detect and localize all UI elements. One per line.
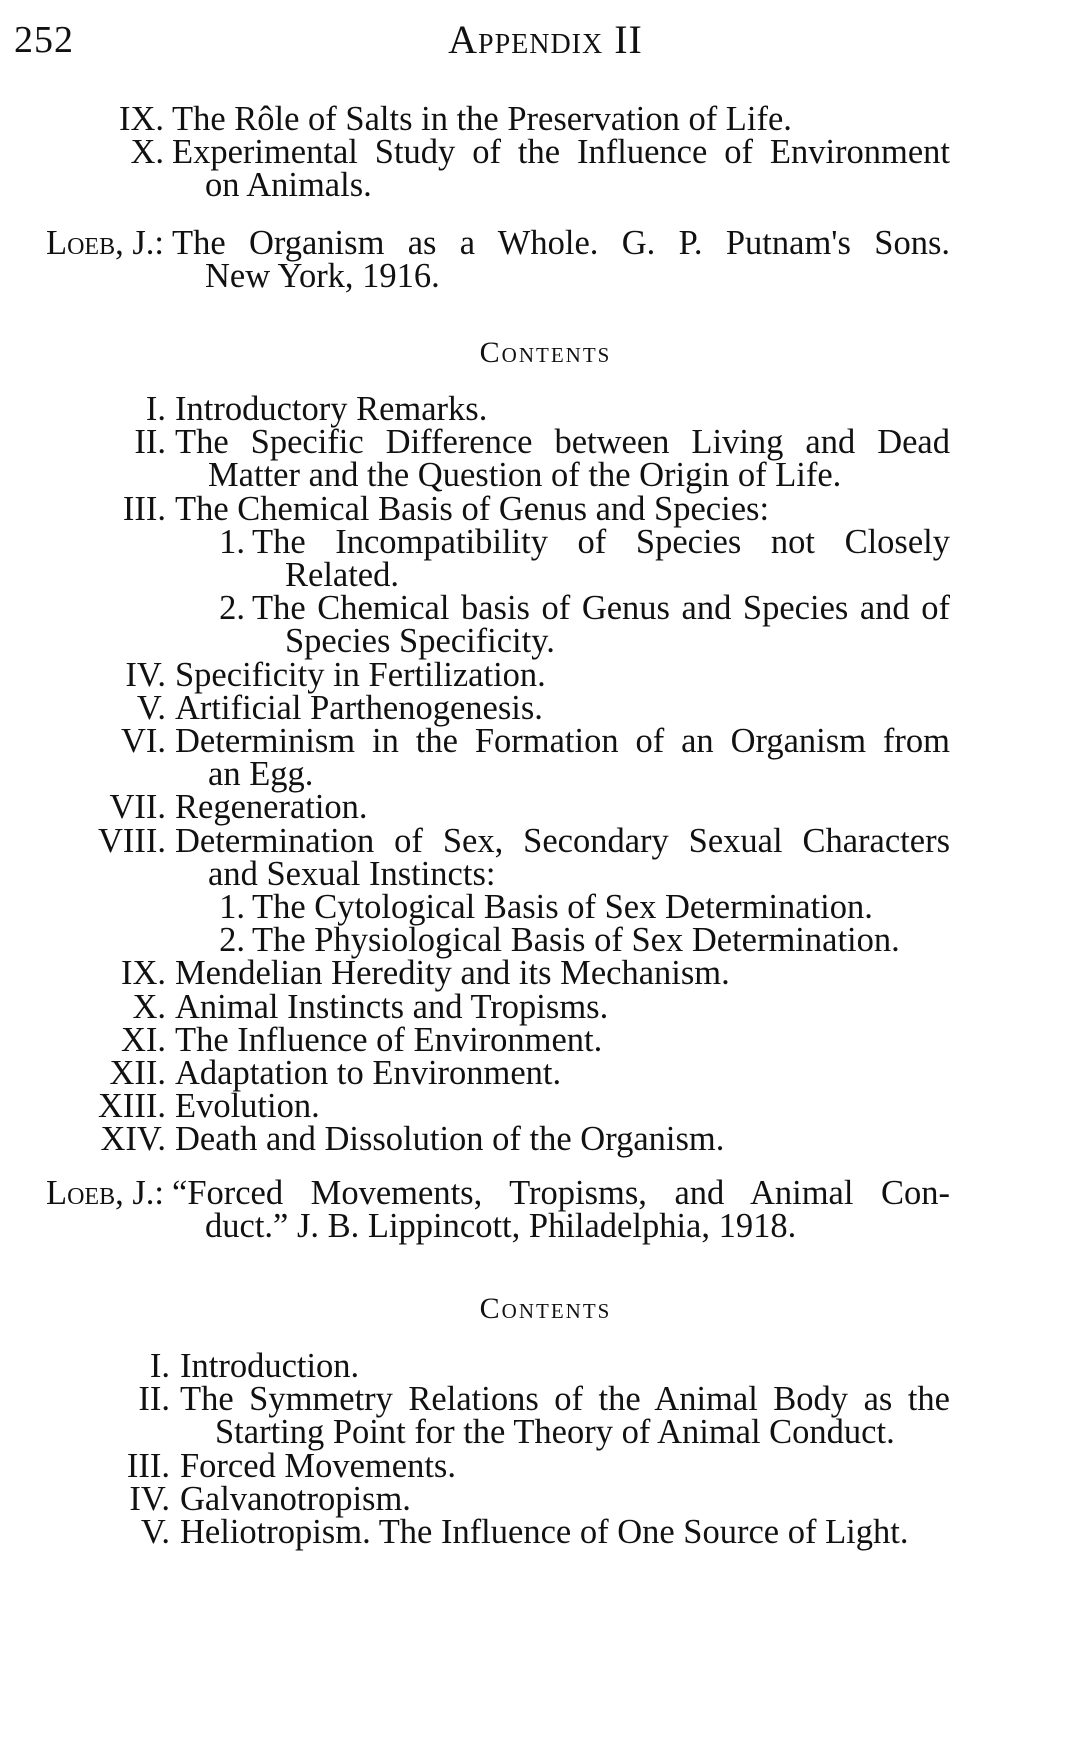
contents-heading: Contents (479, 1292, 612, 1325)
item-text: Death and Dissolution of the Organism. (175, 1120, 725, 1159)
item-number: II. (138, 1380, 170, 1419)
item-text: The Influence of Environment. (175, 1020, 603, 1059)
item-text: Regeneration. (175, 788, 368, 827)
contents-heading: Contents (479, 336, 612, 369)
item-text: Galvanotropism. (180, 1479, 411, 1518)
item-text: on Animals. (205, 166, 372, 205)
reference-author: Loeb, J.: (46, 1174, 164, 1212)
item-text: an Egg. (208, 755, 314, 794)
item-text: The Incompatibility of Species not Closely (252, 522, 950, 561)
item-number: X. (132, 987, 166, 1026)
item-number: VIII. (97, 821, 166, 860)
item-text: Determinism in the Formation of an Organism from (175, 722, 950, 760)
item-number: 2. (219, 921, 245, 960)
item-text: The Organism as a Whole. G. P. Putnam's Sons. (172, 224, 950, 262)
item-number: 1. (219, 522, 245, 561)
item-number: 1. (219, 888, 245, 926)
item-text: New York, 1916. (205, 257, 440, 296)
item-text: Evolution. (175, 1087, 320, 1126)
item-text: Mendelian Heredity and its Mechanism. (175, 954, 730, 993)
item-text: Determination of Sex, Secondary Sexual Characters (175, 821, 950, 860)
item-text: Introduction. (180, 1347, 360, 1385)
item-text: Species Specificity. (285, 622, 555, 661)
item-number: IV. (129, 1479, 170, 1518)
item-number: XI. (120, 1020, 166, 1059)
item-text: Forced Movements. (180, 1446, 456, 1485)
item-number: I. (149, 1347, 170, 1385)
item-text: Heliotropism. The Influence of One Source of Light. (180, 1513, 909, 1551)
item-text: The Chemical Basis of Genus and Species: (175, 489, 770, 528)
item-number: XII. (109, 1054, 166, 1092)
item-text: The Cytological Basis of Sex Determination. (252, 888, 873, 926)
item-number: IV. (125, 655, 166, 694)
item-text: and Sexual Instincts: (208, 854, 496, 893)
item-number: III. (122, 489, 166, 528)
item-number: XIII. (97, 1087, 166, 1126)
item-number: II. (134, 423, 166, 462)
item-number: IX. (118, 100, 164, 138)
item-number: I. (145, 390, 166, 428)
item-text: The Physiological Basis of Sex Determination. (252, 921, 900, 960)
running-head: Appendix II (448, 17, 643, 62)
item-text: Introductory Remarks. (175, 390, 488, 428)
item-text: “Forced Movements, Tropisms, and Animal Con- (172, 1174, 950, 1212)
item-number: XIV. (100, 1120, 166, 1159)
item-text: Matter and the Question of the Origin of Life. (208, 456, 842, 495)
item-number: III. (126, 1446, 170, 1485)
item-number: X. (130, 133, 164, 172)
item-text: duct.” J. B. Lippincott, Philadelphia, 1918. (205, 1207, 797, 1246)
item-number: VII. (109, 788, 166, 827)
item-text: Specificity in Fertilization. (175, 655, 546, 694)
item-text: The Chemical basis of Genus and Species and of (252, 589, 950, 628)
item-text: Experimental Study of the Influence of Environment (172, 133, 950, 172)
item-text: Animal Instincts and Tropisms. (175, 987, 609, 1026)
item-text: The Specific Difference between Living and Dead (175, 423, 950, 462)
item-text: Adaptation to Environment. (175, 1054, 562, 1092)
item-number: V. (140, 1513, 170, 1551)
item-text: Starting Point for the Theory of Animal Conduct. (215, 1413, 895, 1452)
item-text: The Symmetry Relations of the Animal Body as the (180, 1380, 950, 1419)
item-text: Artificial Parthenogenesis. (175, 688, 543, 727)
page-header (0, 14, 1091, 64)
item-number: V. (136, 688, 166, 727)
page-number: 252 (14, 19, 74, 61)
item-number: 2. (219, 589, 245, 628)
item-text: The Rôle of Salts in the Preservation of Life. (172, 100, 792, 138)
reference-author: Loeb, J.: (46, 224, 164, 262)
item-number: IX. (120, 954, 166, 993)
item-number: VI. (120, 722, 166, 760)
item-text: Related. (285, 556, 399, 594)
